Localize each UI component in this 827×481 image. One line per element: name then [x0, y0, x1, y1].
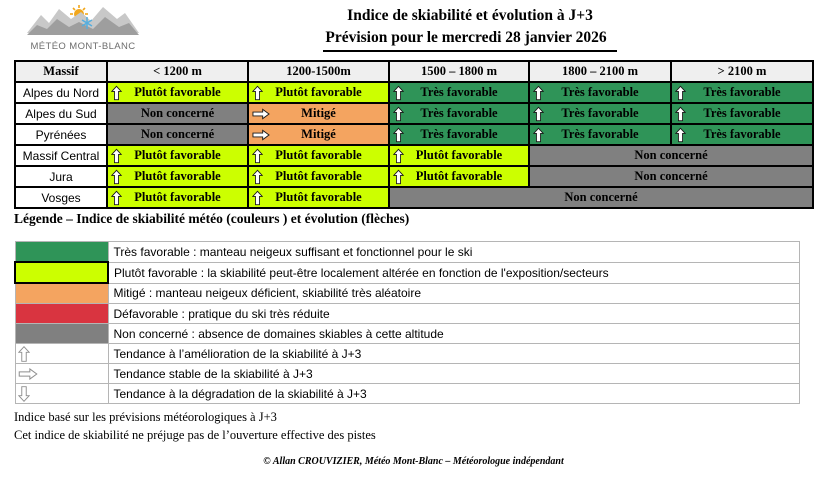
up-arrow-icon — [533, 85, 544, 101]
legend-row — [15, 262, 800, 283]
legend-text: Non concerné : absence de domaines skiables à cette altitude — [108, 324, 800, 344]
right-arrow-icon — [15, 364, 108, 384]
plutot-favorable-swatch — [15, 262, 108, 283]
mountains-sun-snowflake-icon — [27, 3, 139, 37]
page-title — [215, 5, 725, 52]
cell-label: Plutôt favorable — [275, 148, 362, 162]
table-row-vosges — [15, 187, 813, 208]
forecast-cell — [389, 124, 529, 145]
cell-label: Plutôt favorable — [134, 85, 221, 99]
legend-table — [14, 241, 800, 404]
legend-text: Mitigé : manteau neigeux déficient, skiabilité très aléatoire — [108, 283, 800, 304]
forecast-cell — [671, 103, 813, 124]
cell-label: Mitigé — [301, 127, 336, 141]
up-arrow-icon — [111, 169, 122, 185]
legend-row — [15, 324, 800, 344]
cell-label: Plutôt favorable — [275, 190, 362, 204]
cell-label: Plutôt favorable — [134, 148, 221, 162]
legend-text: Plutôt favorable : la skiabilité peut-être localement altérée en fonction de l'exposition/secteurs — [108, 262, 800, 283]
footer-note-2: Cet indice de skiabilité ne préjuge pas de l’ouverture effective des pistes — [14, 428, 376, 442]
cell-label: Très favorable — [420, 85, 498, 99]
cell-label: Très favorable — [561, 85, 639, 99]
col-header-lt1200: < 1200 m — [107, 61, 248, 82]
down-arrow-icon — [15, 384, 108, 404]
up-arrow-icon — [393, 106, 404, 122]
cell-label: Mitigé — [301, 106, 336, 120]
forecast-cell — [529, 124, 671, 145]
cell-label: Non concerné — [564, 190, 638, 204]
cell-label: Très favorable — [703, 106, 781, 120]
forecast-cell — [248, 166, 389, 187]
up-arrow-icon — [111, 85, 122, 101]
cell-label: Plutôt favorable — [134, 190, 221, 204]
table-row-jura — [15, 166, 813, 187]
legend-heading: Légende – Indice de skiabilité météo (couleurs ) et évolution (flèches) — [14, 211, 410, 226]
legend-row — [15, 304, 800, 324]
forecast-cell — [529, 82, 671, 103]
legend-text: Très favorable : manteau neigeux suffisant et fonctionnel pour le ski — [108, 242, 800, 263]
up-arrow-icon — [675, 85, 686, 101]
table-row-alpes-du-nord — [15, 82, 813, 103]
forecast-cell — [248, 103, 389, 124]
forecast-cell — [248, 82, 389, 103]
cell-label: Plutôt favorable — [275, 169, 362, 183]
legend-text: Tendance à l’amélioration de la skiabilité à J+3 — [108, 344, 800, 364]
forecast-cell — [529, 166, 813, 187]
footer-note-1: Indice basé sur les prévisions météorologiques à J+3 — [14, 410, 277, 424]
up-arrow-icon — [252, 169, 263, 185]
forecast-cell — [107, 145, 248, 166]
cell-label: Plutôt favorable — [275, 85, 362, 99]
cell-label: Très favorable — [703, 85, 781, 99]
legend-row — [15, 242, 800, 263]
table-row-pyrenees — [15, 124, 813, 145]
massif-label: Pyrénées — [15, 124, 107, 145]
right-arrow-icon — [252, 108, 270, 119]
forecast-cell — [529, 145, 813, 166]
forecast-cell — [107, 103, 248, 124]
up-arrow-icon — [252, 148, 263, 164]
forecast-cell — [389, 103, 529, 124]
massif-label: Alpes du Sud — [15, 103, 107, 124]
cell-label: Plutôt favorable — [415, 169, 503, 183]
non-concerne-swatch — [15, 324, 108, 344]
forecast-cell — [107, 187, 248, 208]
tres-favorable-swatch — [15, 242, 108, 263]
up-arrow-icon — [252, 85, 263, 101]
cell-label: Non concerné — [634, 169, 708, 183]
up-arrow-icon — [393, 148, 404, 164]
right-arrow-icon — [252, 129, 270, 140]
forecast-cell — [389, 187, 813, 208]
title-line2: Prévision pour le mercredi 28 janvier 2026 — [323, 27, 616, 52]
up-arrow-icon — [393, 169, 404, 185]
massif-label: Alpes du Nord — [15, 82, 107, 103]
forecast-cell — [389, 166, 529, 187]
forecast-cell — [248, 145, 389, 166]
massif-label: Vosges — [15, 187, 107, 208]
forecast-cell — [107, 124, 248, 145]
up-arrow-icon — [111, 148, 122, 164]
up-arrow-icon — [393, 127, 404, 143]
meteo-mont-blanc-logo — [24, 3, 142, 52]
header-row — [15, 61, 813, 82]
forecast-cell — [389, 145, 529, 166]
forecast-cell — [248, 187, 389, 208]
forecast-cell — [107, 82, 248, 103]
col-header-1800-2100: 1800 – 2100 m — [529, 61, 671, 82]
cell-label: Non concerné — [140, 127, 215, 141]
up-arrow-icon — [393, 85, 404, 101]
cell-label: Très favorable — [420, 127, 498, 141]
legend-row — [15, 364, 800, 384]
col-header-1500-1800: 1500 – 1800 m — [389, 61, 529, 82]
cell-label: Très favorable — [561, 106, 639, 120]
cell-label: Très favorable — [561, 127, 639, 141]
forecast-cell — [671, 124, 813, 145]
forecast-cell — [529, 103, 671, 124]
col-header-1200-1500: 1200-1500m — [248, 61, 389, 82]
up-arrow-icon — [111, 190, 122, 206]
up-arrow-icon — [15, 344, 108, 364]
copyright-line: © Allan CROUVIZIER, Météo Mont-Blanc – Météorologue indépendant — [263, 456, 564, 467]
forecast-cell — [248, 124, 389, 145]
defavorable-swatch — [15, 304, 108, 324]
col-header-massif: Massif — [15, 61, 107, 82]
brand-text: MÉTÉO MONT-BLANC — [30, 41, 136, 52]
table-row-alpes-du-sud — [15, 103, 813, 124]
legend-row — [15, 344, 800, 364]
cell-label: Non concerné — [140, 106, 215, 120]
up-arrow-icon — [252, 190, 263, 206]
legend-row — [15, 283, 800, 304]
up-arrow-icon — [533, 127, 544, 143]
cell-label: Très favorable — [703, 127, 781, 141]
col-header-gt2100: > 2100 m — [671, 61, 813, 82]
up-arrow-icon — [675, 127, 686, 143]
cell-label: Plutôt favorable — [415, 148, 503, 162]
legend-text: Tendance stable de la skiabilité à J+3 — [108, 364, 800, 384]
footer-notes — [14, 408, 376, 444]
cell-label: Plutôt favorable — [134, 169, 221, 183]
mitige-swatch — [15, 283, 108, 304]
legend-text: Défavorable : pratique du ski très réduite — [108, 304, 800, 324]
up-arrow-icon — [675, 106, 686, 122]
title-line1: Indice de skiabilité et évolution à J+3 — [347, 7, 593, 24]
forecast-cell — [107, 166, 248, 187]
cell-label: Très favorable — [420, 106, 498, 120]
skiability-table — [14, 60, 814, 209]
legend-text: Tendance à la dégradation de la skiabilité à J+3 — [108, 384, 800, 404]
cell-label: Non concerné — [634, 148, 708, 162]
legend-row — [15, 384, 800, 404]
up-arrow-icon — [533, 106, 544, 122]
forecast-cell — [389, 82, 529, 103]
massif-label: Jura — [15, 166, 107, 187]
massif-label: Massif Central — [15, 145, 107, 166]
table-row-massif-central — [15, 145, 813, 166]
forecast-cell — [671, 82, 813, 103]
